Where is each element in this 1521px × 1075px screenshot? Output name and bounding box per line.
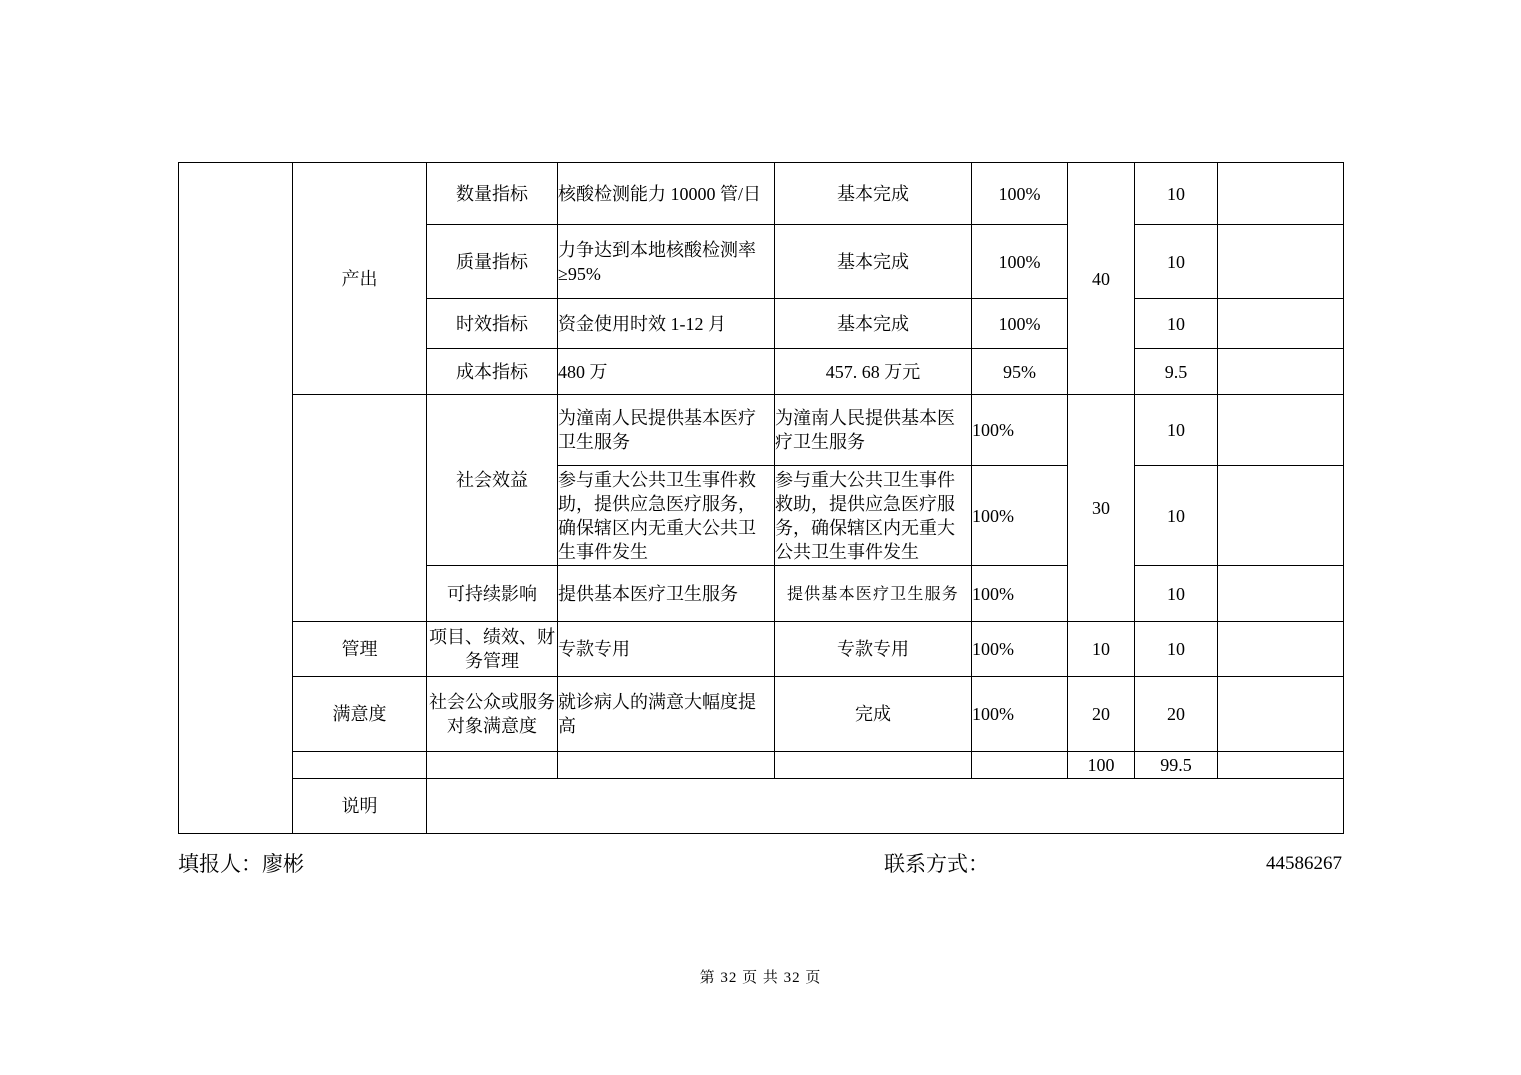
remark-cell xyxy=(1218,299,1344,349)
note-text xyxy=(427,779,1344,834)
indicator-social: 社会效益 xyxy=(427,395,558,566)
blank-first-column xyxy=(179,163,293,834)
target-cell: 参与重大公共卫生事件救助，提供应急医疗服务，确保辖区内无重大公共卫生事件发生 xyxy=(558,466,775,566)
blank-cell xyxy=(972,752,1068,779)
score-cell: 10 xyxy=(1135,566,1218,622)
weight-cell: 40 xyxy=(1068,163,1135,395)
rate-cell: 100% xyxy=(972,622,1068,677)
category-effect xyxy=(293,395,427,622)
filler-label: 填报人：廖彬 xyxy=(178,852,304,876)
note-label: 说明 xyxy=(293,779,427,834)
table-row xyxy=(179,163,1344,225)
remark-cell xyxy=(1218,752,1344,779)
remark-cell xyxy=(1218,395,1344,466)
remark-cell xyxy=(1218,466,1344,566)
category-management: 管理 xyxy=(293,622,427,677)
target-cell: 力争达到本地核酸检测率≥95% xyxy=(558,225,775,299)
blank-cell xyxy=(427,752,558,779)
actual-cell: 专款专用 xyxy=(775,622,972,677)
indicator-cell: 数量指标 xyxy=(427,163,558,225)
performance-table xyxy=(178,162,1344,834)
score-cell: 10 xyxy=(1135,466,1218,566)
category-satisfaction: 满意度 xyxy=(293,677,427,752)
score-cell: 10 xyxy=(1135,395,1218,466)
remark-cell xyxy=(1218,677,1344,752)
target-cell: 提供基本医疗卫生服务 xyxy=(558,566,775,622)
indicator-cell: 质量指标 xyxy=(427,225,558,299)
total-weight-cell: 100 xyxy=(1068,752,1135,779)
score-cell: 20 xyxy=(1135,677,1218,752)
score-cell: 10 xyxy=(1135,622,1218,677)
category-output: 产出 xyxy=(293,163,427,395)
rate-cell: 100% xyxy=(972,163,1068,225)
score-cell: 9.5 xyxy=(1135,349,1218,395)
totals-row xyxy=(179,752,1344,779)
indicator-cell: 社会公众或服务对象满意度 xyxy=(427,677,558,752)
indicator-cell: 项目、绩效、财务管理 xyxy=(427,622,558,677)
remark-cell xyxy=(1218,163,1344,225)
remark-cell xyxy=(1218,622,1344,677)
table-row xyxy=(179,395,1344,466)
indicator-cell: 成本指标 xyxy=(427,349,558,395)
actual-cell: 为潼南人民提供基本医疗卫生服务 xyxy=(775,395,972,466)
table-row xyxy=(179,677,1344,752)
target-cell: 480 万 xyxy=(558,349,775,395)
actual-cell: 基本完成 xyxy=(775,299,972,349)
target-cell: 专款专用 xyxy=(558,622,775,677)
rate-cell: 100% xyxy=(972,466,1068,566)
contact-label: 联系方式： xyxy=(884,852,989,876)
actual-cell: 基本完成 xyxy=(775,225,972,299)
score-cell: 10 xyxy=(1135,163,1218,225)
page-number: 第 32 页 共 32 页 xyxy=(699,970,822,986)
rate-cell: 100% xyxy=(972,395,1068,466)
rate-cell: 100% xyxy=(972,566,1068,622)
indicator-cell: 时效指标 xyxy=(427,299,558,349)
blank-cell xyxy=(558,752,775,779)
weight-cell: 30 xyxy=(1068,395,1135,622)
actual-cell: 提供基本医疗卫生服务 xyxy=(775,566,972,622)
rate-cell: 100% xyxy=(972,677,1068,752)
blank-cell xyxy=(775,752,972,779)
actual-cell: 参与重大公共卫生事件救助，提供应急医疗服务，确保辖区内无重大公共卫生事件发生 xyxy=(775,466,972,566)
rate-cell: 95% xyxy=(972,349,1068,395)
weight-cell: 20 xyxy=(1068,677,1135,752)
table-row xyxy=(179,622,1344,677)
target-cell: 就诊病人的满意大幅度提高 xyxy=(558,677,775,752)
indicator-cell: 可持续影响 xyxy=(427,566,558,622)
note-row xyxy=(179,779,1344,834)
score-cell: 10 xyxy=(1135,225,1218,299)
rate-cell: 100% xyxy=(972,225,1068,299)
total-score-cell: 99.5 xyxy=(1135,752,1218,779)
target-cell: 资金使用时效 1-12 月 xyxy=(558,299,775,349)
remark-cell xyxy=(1218,566,1344,622)
target-cell: 核酸检测能力 10000 管/日 xyxy=(558,163,775,225)
remark-cell xyxy=(1218,225,1344,299)
remark-cell xyxy=(1218,349,1344,395)
rate-cell: 100% xyxy=(972,299,1068,349)
weight-cell: 10 xyxy=(1068,622,1135,677)
target-cell: 为潼南人民提供基本医疗卫生服务 xyxy=(558,395,775,466)
score-cell: 10 xyxy=(1135,299,1218,349)
actual-cell: 完成 xyxy=(775,677,972,752)
contact-value: 44586267 xyxy=(1266,853,1342,874)
actual-cell: 基本完成 xyxy=(775,163,972,225)
actual-cell: 457. 68 万元 xyxy=(775,349,972,395)
blank-cell xyxy=(293,752,427,779)
